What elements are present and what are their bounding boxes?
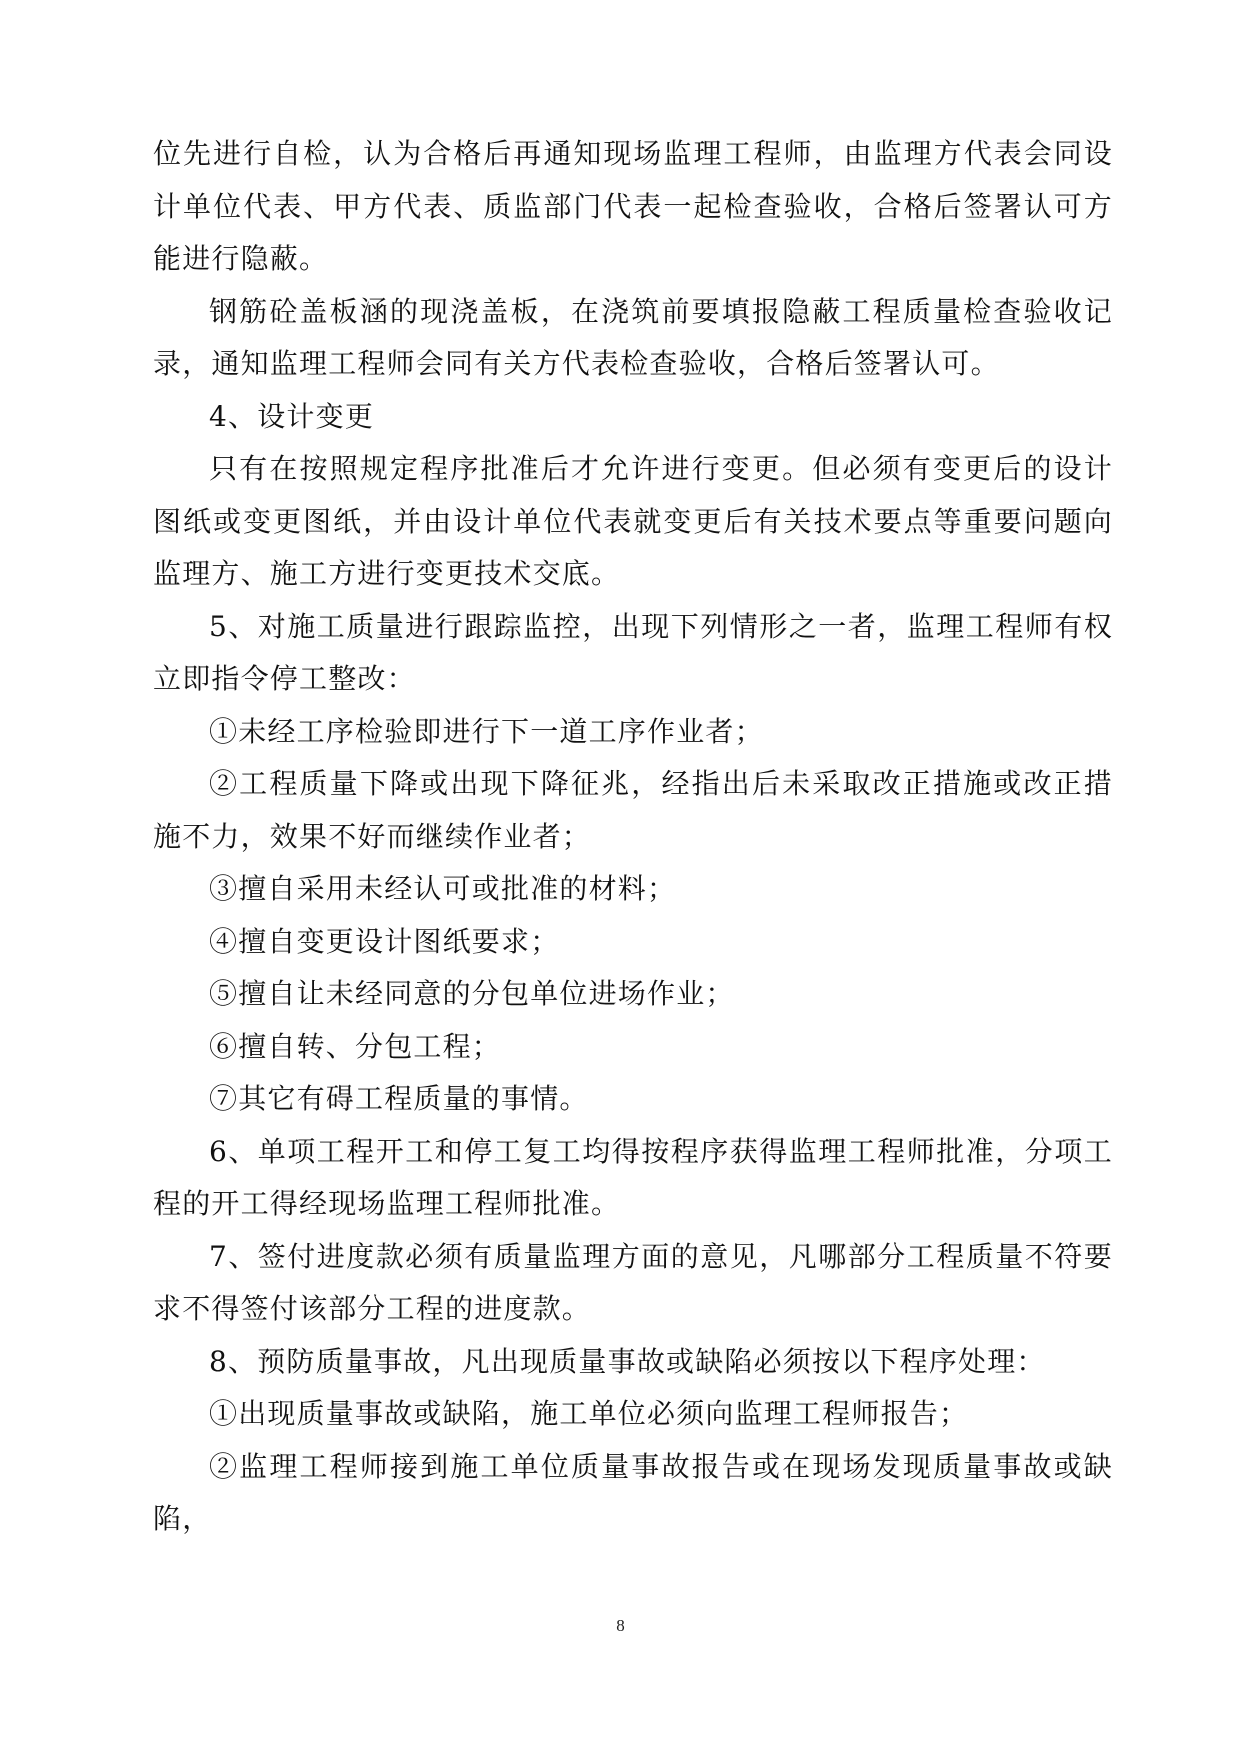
list-item: ④擅自变更设计图纸要求； xyxy=(209,924,560,958)
list-item: ②工程质量下降或出现下降征兆，经指出后未采取改正措施或改正措施不力，效果不好而继续作业者； xyxy=(153,767,1113,853)
list-item: ⑥擅自转、分包工程； xyxy=(209,1029,502,1063)
section-heading: 4、设计变更 xyxy=(209,399,375,433)
list-item: ③擅自采用未经认可或批准的材料； xyxy=(209,872,677,905)
list-item: ①未经工序检验即进行下一道工序作业者； xyxy=(209,714,764,748)
list-item: ⑤擅自让未经同意的分包单位进场作业； xyxy=(209,977,735,1010)
list-item: ②监理工程师接到施工单位质量事故报告或在现场发现质量事故或缺陷， xyxy=(153,1449,1113,1535)
list-item: ①出现质量事故或缺陷，施工单位必须向监理工程师报告； xyxy=(209,1397,969,1430)
paragraph: 8、预防质量事故，凡出现质量事故或缺陷必须按以下程序处理： xyxy=(209,1344,1046,1378)
paragraph: 位先进行自检，认为合格后再通知现场监理工程师，由监理方代表会同设计单位代表、甲方代表、质监部门代表一起检查验收，合格后签署认可方能进行隐蔽。 xyxy=(153,137,1113,275)
paragraph: 7、签付进度款必须有质量监理方面的意见，凡哪部分工程质量不符要求不得签付该部分工程的进度款。 xyxy=(153,1239,1113,1325)
page-number: 8 xyxy=(616,1616,625,1635)
list-item: ⑦其它有碍工程质量的事情。 xyxy=(209,1082,589,1115)
paragraph: 6、单项工程开工和停工复工均得按程序获得监理工程师批准，分项工程的开工得经现场监理工程师批准。 xyxy=(153,1134,1113,1220)
document-body xyxy=(153,128,1113,1546)
paragraph: 5、对施工质量进行跟踪监控，出现下列情形之一者，监理工程师有权立即指令停工整改： xyxy=(153,609,1113,695)
paragraph: 钢筋砼盖板涵的现浇盖板，在浇筑前要填报隐蔽工程质量检查验收记录，通知监理工程师会同有关方代表检查验收，合格后签署认可。 xyxy=(153,294,1113,380)
paragraph: 只有在按照规定程序批准后才允许进行变更。但必须有变更后的设计图纸或变更图纸，并由设计单位代表就变更后有关技术要点等重要问题向监理方、施工方进行变更技术交底。 xyxy=(153,452,1113,590)
